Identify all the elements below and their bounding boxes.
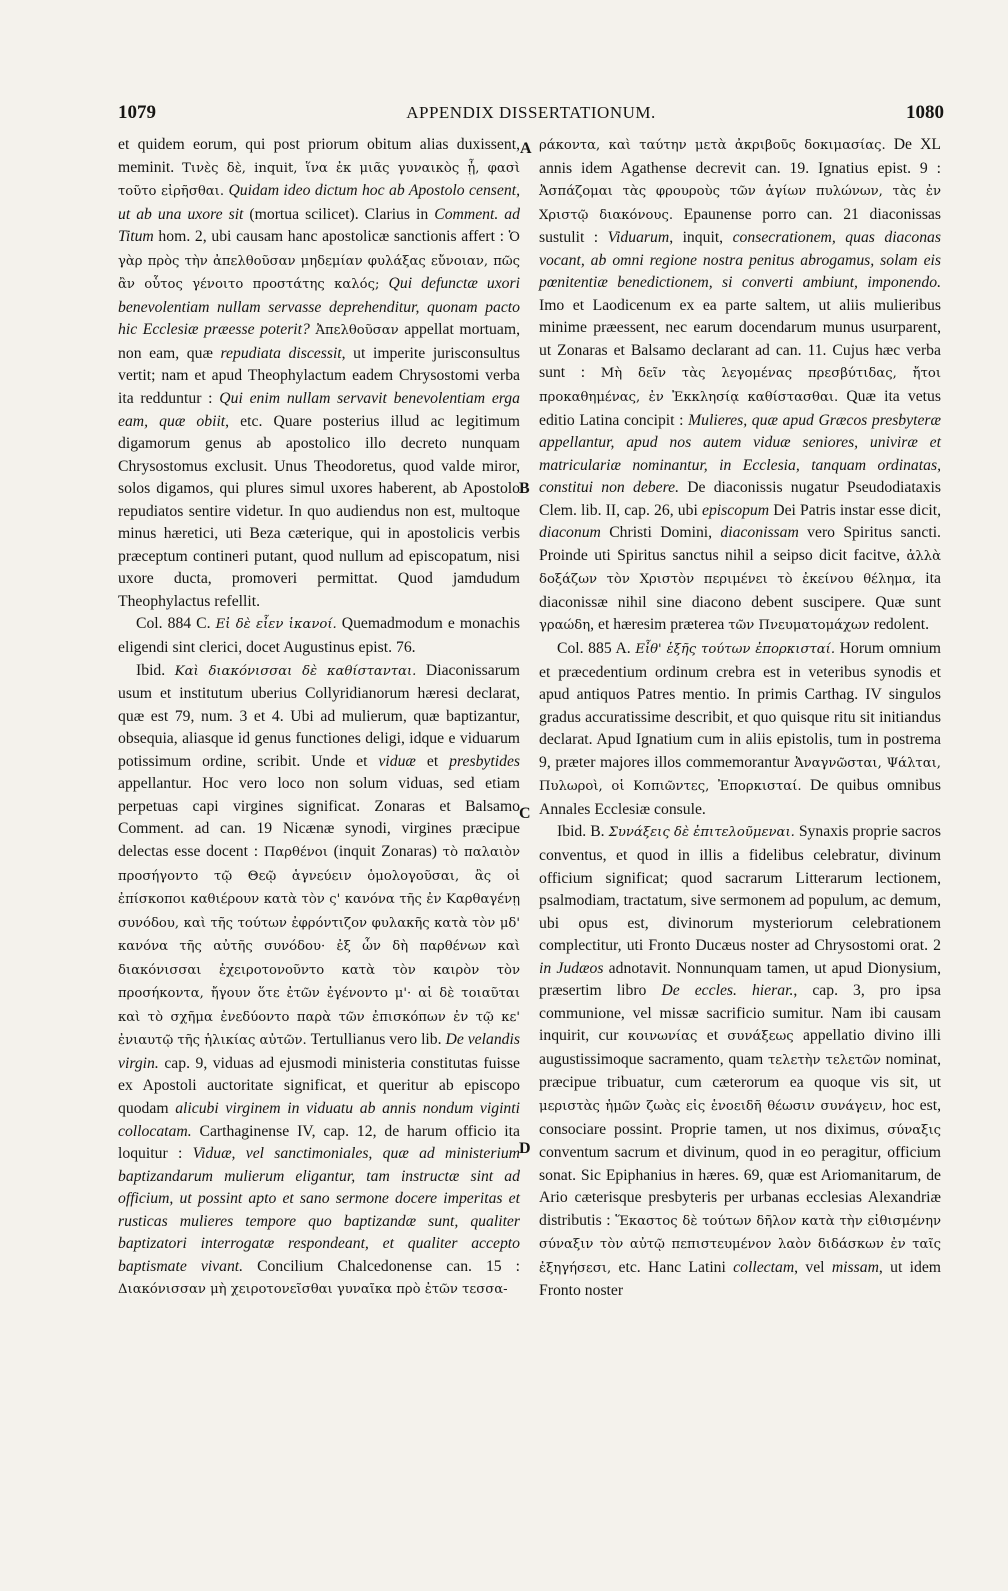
margin-marker-d: D — [519, 1140, 531, 1157]
paragraph: Col. 885 A. Εἶθ' ἑξῆς τούτων ἐπορκισταί. Horum omnium et præcedentium ordinum crebra est in veteribus synodis et apud antiquos Patres mentio. In primis Carthag. IV singulos gradus accuratissime describit, et quo quisque ritu sit initiandus declarat. Apud Ignatium cum in aliis epistolis, tum in postrema 9, præter majores illos commemorantur Ἀναγνῶσται, Ψάλται, Πυλωροὶ, οἱ Κοπιῶντες, Ἐπορκισταί. De quibus omnibus Annales Ecclesiæ consule. — [539, 640, 941, 818]
margin-marker-b: B — [519, 480, 530, 497]
paragraph: ράκοντα, καὶ ταύτην μετὰ ἀκριβοῦς δοκιμασίας. De XL annis idem Agathense decrevit can. 19. Ignatius epist. 9 : Ἀσπάζομαι τὰς φρουροὺς τῶν ἁγίων πυλώνων, τὰς ἐν Χριστῷ διακόνους. Epaunense porro can. 21 diaconissas sustulit : Viduarum, inquit, consecrationem, quas diaconas vocant, ab omni regione nostra penitus abrogamus, solam eis pœnitentiæ benedictionem, si converti ambiunt, imponendo. Imo et Laodicenum ex ea parte saltem, ut aliis mulieribus minime præessent, nec earum docendarum munus usurparent, ut Zonaras et Balsamo declarant ad can. 11. Cujus hæc verba sunt : Μὴ δεῖν τὰς λεγομένας πρεσβύτιδας, ἤτοι προκαθημένας, ἐν Ἐκκλησίᾳ καθίστασθαι. Quæ ita vetus editio Latina concipit : Mulieres, quæ apud Græcos presbyteræ appellantur, apud nos autem viduæ seniores, univiræ et matriculariæ nominantur, in Ecclesia, tanquam ordinatas, constitui non debere. De diaconissis nugatur Pseudodiataxis Clem. lib. II, cap. 26, ubi episcopum Dei Patris instar esse dicit, diaconum Christi Domini, diaconissam vero Spiritus sancti. Proinde uti Spiritus sanctus nihil a seipso dicit facitve, ἀλλὰ δοξάζων τὸν Χριστὸν περιμένει τὸ ἐκείνου θέλημα, ita diaconissæ nihil sine diacono debent suscipere. Quæ sunt γραώδη, et hæresim præterea τῶν Πνευματομάχων redolent. — [539, 136, 942, 634]
left-page-number: 1079 — [118, 102, 156, 123]
paragraph: et quidem eorum, qui post priorum obitum alias duxissent, meminit. Τινὲς δὲ, inquit, ἵνα ἐκ μιᾶς γυναικὸς ᾖ, φασὶ τοῦτο εἰρῆσθαι. Quidam ideo dictum hoc ab Apostolo censent, ut ab una uxore sit (mortua scilicet). Clarius in Comment. ad Titum hom. 2, ubi causam hanc apostolicæ sanctionis affert : Ὁ γὰρ πρὸς τὴν ἀπελθοῦσαν μηδεμίαν φυλάξας εὔνοιαν, πῶς ἂν οὗτος γένοιτο προστάτης καλός; Qui defunctæ uxori benevolentiam nullam servasse deprehenditur, quonam pacto hic Ecclesiæ præesse poterit? Ἀπελθοῦσαν appellat mortuam, non eam, quæ repudiata discessit, ut imperite jurisconsultus vertit; nam et apud Theophylactum eadem Chrysostomi verba ita redduntur : Qui enim nullam servavit benevolentiam erga eam, quæ obiit, etc. Quare posterius illud ac legitimum digamorum genus ab apostolico illo decreto nunquam Chrysostomus exclusit. Unus Theodoretus, quod valde miror, solos digamos, qui plures simul uxores haberent, ab Apostolo repudiatos sentire videtur. In quo audiendus non est, multoque minus hæretici, uti Beza cæterique, qui in apostolicis verbis præceptum contineri putant, quod nullum ad episcopatum, nisi uxore ducta, promoveri permittat. Quod jamdudum Theophylactus refellit. — [118, 136, 521, 610]
paragraph: Ibid. B. Συνάξεις δὲ ἐπιτελοῦμεναι. Synaxis proprie sacros conventus, et quod in illis a fidelibus celebratur, divinum officium significat; quod sacrarum Litterarum lectionem, psalmodiam, tractatum, sive sermonem ad populum, ac demum, ubi opus est, divinorum mysteriorum celebrationem complectitur, uti Fronto Ducæus noster ad Chrysostomi orat. 2 in Judæos adnotavit. Nonnunquam tamen, ut apud Dionysium, præsertim libro De eccles. hierar., cap. 3, pro ipsa communione, vel missæ sacrificio sumitur. Nam ibi causam inquirit, cur κοινωνίας et συνάξεως appellatio divino illi augustissimoque sacramento, quam τελετὴν τελετῶν nominat, præcipue tribuatur, cum cæterorum ea quoque vis sit, ut μεριστὰς ἡμῶν ζωὰς εἰς ἑνοειδῆ θέωσιν συνάγειν, hoc est, consociare possint. Proprie tamen, ut nos diximus, σύναξις conventum sacrum et divinum, quod in eo peragitur, officium sonat. Sic Epiphanius in hæres. 69, quæ est Ariomanitarum, de Ario cæterisque presbyteris per urbanas ecclesias Alexandriæ distributis : Ἕκαστος δὲ τούτων δῆλον κατὰ τὴν εἰθισμένην σύναξιν τὸν αὐτῷ πεπιστευμένον λαὸν διδάσκων ἐν ταῖς ἐξηγήσεσι, etc. Hanc Latini collectam, vel missam, ut idem Fronto noster — [539, 823, 942, 1300]
margin-marker-c: C — [519, 805, 531, 822]
right-page-number: 1080 — [906, 102, 944, 123]
running-title: APPENDIX DISSERTATIONUM. — [406, 103, 656, 122]
paragraph: Ibid. Καὶ διακόνισσαι δὲ καθίστανται. Diaconissarum usum et institutum uberius Collyridianorum hæresi declarat, quæ est 79, num. 3 et 4. Ubi ad mulierum, quæ baptizantur, obsequia, aliasque id genus functiones deligi, idque e viduarum potissimum ordine, scribit. Unde et viduæ et presbytides appellantur. Hoc vero loco non solum viduas, sed etiam perpetuas capi virgines significat. Zonaras et Balsamo Comment. ad can. 19 Nicænæ synodi, virgines præcipue delectas esse docent : Παρθένοι (inquit Zonaras) τὸ παλαιὸν προσήγοντο τῷ Θεῷ ἁγνεύειν ὁμολογοῦσαι, ἃς οἱ ἐπίσκοποι καθιέρουν κατὰ τὸν ς' κανόνα τῆς ἐν Καρθαγένῃ συνόδου, καὶ τῆς τούτων ἐφρόντιζον φυλακῆς κατὰ τὸν μδ' κανόνα τῆς αὐτῆς συνόδου· ἐξ ὧν δὴ παρθένων καὶ διακόνισσαι ἐχειροτονοῦντο κατὰ τὸν καιρὸν τὸν προσήκοντα, ἤγουν ὅτε ἐτῶν ἐγένοντο μ'· αἱ δὲ τοιαῦται καὶ τὸ σχῆμα ἐνεδύοντο παρὰ τῶν ἐπισκόπων ἐν τῷ κε' ἐνιαυτῷ τῆς ἡλικίας αὐτῶν. Tertullianus vero lib. De velandis virgin. cap. 9, viduas ad ejusmodi ministeria constitutas fuisse ex Apostoli auctoritate significat, et queritur ab episcopo quodam alicubi virginem in viduatu ab annis nondum viginti collocatam. Carthaginense IV, cap. 12, de harum officio ita loquitur : Viduæ, vel sanctimoniales, quæ ad ministerium baptizandarum mulierum eligantur, tam instructæ sint ad officium, ut possint apto et sano sermone docere imperitas et rusticas mulieres tempore quo baptizandæ sunt, qualiter baptizatori interrogatæ respondeant, et qualiter accepto baptismate vivant. Concilium Chalcedonense can. 15 : Διακόνισσαν μὴ χειροτονεῖσθαι γυναῖκα πρὸ ἐτῶν τεσσα- — [118, 661, 521, 1298]
paragraph: Col. 884 C. Εἰ δὲ εἶεν ἱκανοί. Quemadmodum e monachis eligendi sint clerici, docet Augustinus epist. 76. — [118, 615, 520, 657]
page-header — [118, 102, 944, 128]
right-column — [539, 134, 941, 1303]
left-column — [118, 134, 520, 1302]
margin-marker-a: A — [520, 140, 532, 157]
